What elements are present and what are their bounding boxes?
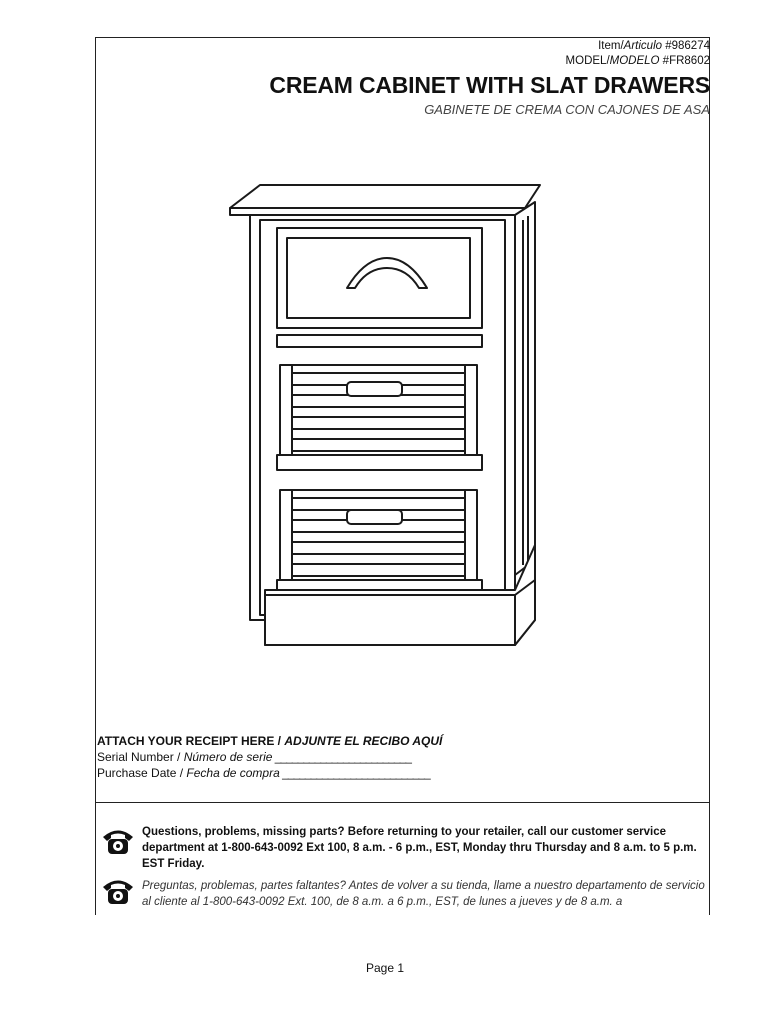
customer-service-english: Questions, problems, missing parts? Before returning to your retailer, call our customer service department at 1-800-643-0092 Ext 100, 8 a.m. - 6 p.m., EST, Monday thru Thursday and 8 a.m. to 5 p.m. EST Friday. <box>142 826 697 870</box>
page-number: Page 1 <box>365 961 405 975</box>
telephone-icon <box>100 826 136 856</box>
receipt-section <box>97 733 442 781</box>
page-subtitle: GABINETE DE CREMA CON CAJONES DE ASA <box>424 102 710 117</box>
purchase-date-field[interactable]: Purchase Date / Fecha de compra __________________________ <box>97 766 430 780</box>
page-title: CREAM CABINET WITH SLAT DRAWERS <box>269 72 710 98</box>
serial-number-field[interactable]: Serial Number / Número de serie ________________________ <box>97 750 411 764</box>
model-number: MODEL/MODELO #FR8602 <box>565 55 710 67</box>
receipt-title: ATTACH YOUR RECEIPT HERE / ADJUNTE EL RECIBO AQUÍ <box>97 734 443 748</box>
item-number: Item/Articulo #986274 <box>598 40 710 52</box>
customer-service-spanish: Preguntas, problemas, partes faltantes? Antes de volver a su tienda, llame a nuestro departamento de servicio al cliente al 1-800-643-0092 Ext. 100, de 8 a.m. a 6 p.m., EST, de lunes a jueves y de 8 a.m. a <box>142 880 705 908</box>
cabinet-illustration <box>225 180 555 660</box>
telephone-icon <box>100 876 136 906</box>
section-divider <box>95 802 710 803</box>
